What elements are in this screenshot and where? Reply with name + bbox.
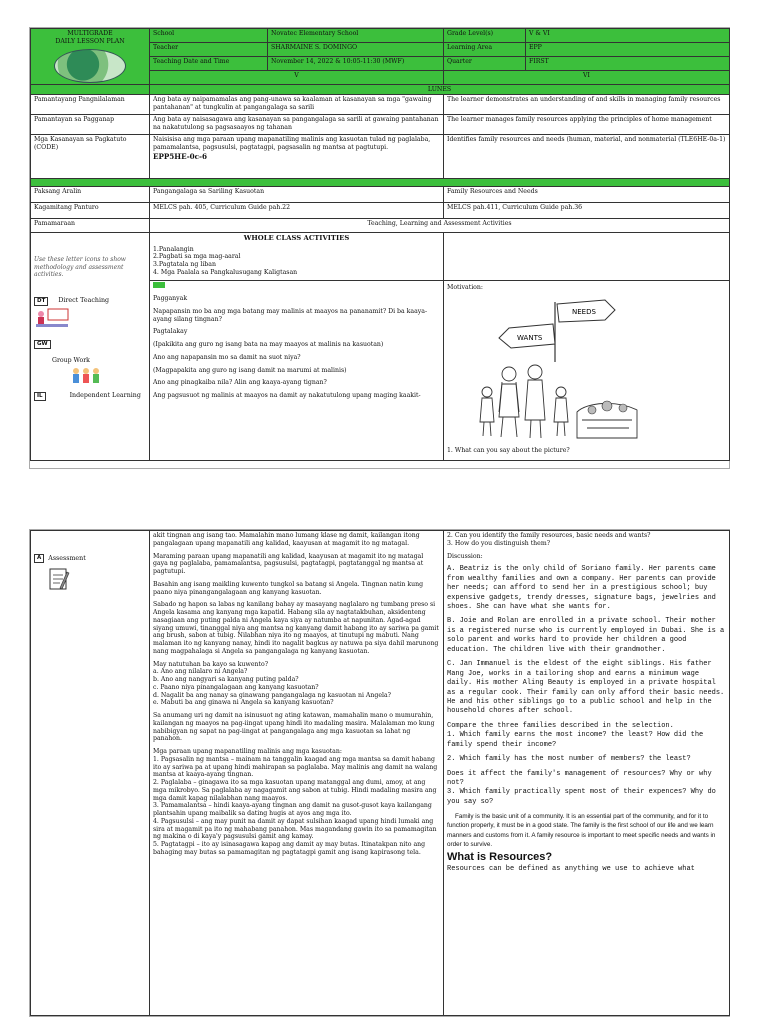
sign-needs: NEEDS	[572, 308, 596, 316]
dt-code: DT	[34, 297, 48, 306]
v-method-2: 2. Paglalaba – ginagawa ito sa mga kasuotan upang matanggal ang dumi, amoy, at ang mga mikrobyo. Sa paglalaba ay nagagamit ang sabon at tubig. Hindi madaling masira ang mga damit kapag nilalabhan nang maayos.	[153, 779, 437, 802]
pagtalakay-label: Pagtalakay	[153, 328, 188, 336]
sign-wants: WANTS	[517, 334, 543, 342]
lesson-plan-table-2	[30, 530, 730, 1016]
area-label: Learning Area	[444, 42, 526, 56]
v-question-e: e. Mabuti ba ang ginawa ni Angela sa kanyang kasuotan?	[153, 699, 334, 707]
direct-teaching-illustration	[34, 306, 70, 328]
il-code: IL	[34, 392, 46, 401]
dlp-title-line2: DAILY LESSON PLAN	[55, 37, 125, 45]
grade-value: V & VI	[526, 29, 730, 43]
day-header: LUNES	[150, 84, 730, 95]
assessment-paper-icon	[48, 567, 70, 593]
vi-compare-q2: 2. Which family has the most number of members? the least?	[447, 755, 691, 764]
pamantayang-label: Pamantayang Pangnilalaman	[31, 95, 150, 115]
vi-question-2: 2. Can you identify the family resources, basic needs and wants?	[447, 532, 651, 539]
v-method-5: 5. Pagtatagpi – ito ay isinasagawa kapag ang damit ay may butas. Itinatakpan nito ang bahaging may butas sa pamamagitan ng pagtatagpi gamit ang isang kapirasong tela.	[153, 841, 426, 856]
v-method-3: 3. Pamamalantsa – hindi kaaya-ayang tingnan ang damit na gusot-gusot kaya kailangang plantsahin upang maibalik sa dating hugis at ayos ang mga ito.	[153, 802, 432, 817]
paksa-vi: Family Resources and Needs	[444, 187, 730, 203]
v-paragraph-2: Maraming paraan upang mapanatili ang kalidad, kaayusan at magamit ito ng matagal gaya ng paglalaba, pamamalantsa, pagsusulsi, pagtatagpi, pagtatanggal ng mantsa at pagtutupi.	[153, 552, 424, 575]
day-spacer	[31, 84, 150, 95]
vi-family-c: C. Jan Immanuel is the eldest of the eight siblings. His father Mang Joe, works in a tailoring shop and earns a minimum wage daily. His mother Aling Beauty is employed in a private hospital as a regular cook. Their family can only afford their basic needs. He and his other siblings go to a public school and help in the household chores after school.	[447, 660, 725, 716]
whole-class-vi-cell	[444, 233, 730, 281]
pagtalakay-statement: Ang pagsusuot ng malinis at maayos na damit ay nakatutulong upang maging kaakit-	[153, 392, 421, 399]
strategy-direct-teaching	[34, 297, 146, 306]
il-label: Independent Learning	[69, 392, 141, 400]
pamantayang-vi: The learner demonstrates an understanding of and skills in managing family resources	[444, 95, 730, 115]
v-paragraph-1: akit tingnan ang isang tao. Mamalahin mano lumang klase ng damit, kailangan itong pangalagaan upang mapanatili ang kalidad, kaayusan at magamit ito ng matagal.	[153, 532, 420, 547]
lesson-plan-page-2	[30, 530, 729, 1016]
time-label: Teaching Date and Time	[150, 56, 268, 70]
dlp-title-line1: MULTIGRADE	[67, 30, 113, 37]
v-question-c: c. Paano niya pinangalagaan ang kanyang kasuotan?	[153, 683, 319, 691]
vi-question-3: 3. How do you distinguish them?	[447, 539, 551, 547]
pagtalakay-question-2: Ano ang pinagkaiba nila? Alin ang kaaya-ayang tignan?	[153, 379, 327, 387]
v-method-4: 4. Pagsusulsi – ang may punit na damit ay dapat sulsihan kaagad upang hindi lumaki ang sira at magamit pa ito ng mahabang panahon. Mas magandang gawin ito sa pamamagitan ng makina o di kaya'y pagsusulsi gamit ang kamay.	[153, 817, 437, 841]
needs-wants-illustration	[447, 292, 647, 442]
dt-label: Direct Teaching	[58, 297, 110, 305]
vi-discussion-label: Discussion:	[447, 552, 483, 560]
pagganyak-label: Pagganyak	[153, 295, 188, 302]
a-label: Assessment	[48, 554, 86, 562]
group-work-illustration	[68, 365, 104, 387]
kasanayan-v: Naisisisa ang mga paraan upang mapanatiling malinis ang kasuotan tulad ng paglalaba, pamamalantsa, pagsusulsi, pagtatagpi, pagsasalin ng mantsa at pagtutupi.	[153, 136, 431, 151]
lesson-plan-page-1	[30, 28, 729, 468]
strategies-note: Use these letter icons to show methodology and assessment activities.	[34, 256, 126, 279]
v-paragraph-3: Basahin ang isang maikling kuwento tungkol sa batang si Angela. Tingnan natin kung paano niya pinangangalagaan ang kanyang kasuotan.	[153, 580, 424, 596]
v-paragraph-5: Sa anumang uri ng damit na isinusuot ng ating katawan, mamahalin mano o mumurahin, kailangan ng maayos na pag-iingat upang hindi ito madaling masira. Malalaman mo kung nabibigyan ng sapat na pag-iingat at pangangalaga ang mga kasuotan sa lahat ng panahon.	[153, 712, 435, 743]
school-logo	[54, 49, 126, 83]
v-question-d: d. Nagalit ba ang nanay sa ginawang pangangalaga ng kasuotan ni Angela?	[153, 691, 391, 699]
school-label: School	[150, 29, 268, 43]
motivation-question: 1. What can you say about the picture?	[447, 446, 570, 454]
vi-family-paragraph: Family is the basic unit of a community. It is an essential part of the community, and for it to function properly, it must be in a good state. The family is the first school of our life and we learn manners and customs from it. A family resource is important to meet specific needs and wants in order to survive.	[447, 813, 716, 848]
time-value: November 14, 2022 & 10:05-11:30 (MWF)	[268, 56, 444, 70]
paksa-v: Pangangalaga sa Sariling Kasuotan	[150, 187, 444, 203]
motivation-label: Motivation:	[447, 284, 483, 292]
quarter-label: Quarter	[444, 56, 526, 70]
gw-label: Group Work	[52, 357, 90, 365]
column-v-header: V	[150, 70, 444, 84]
quarter-value: FIRST	[526, 56, 730, 70]
v-question-a: a. Ano ang nilalaro ni Angela?	[153, 668, 248, 676]
whole-class-title: WHOLE CLASS ACTIVITIES	[243, 234, 350, 243]
green-divider	[31, 179, 730, 187]
whole-class-item: 3.Pagtatala ng liban	[153, 261, 216, 269]
paksa-label: Paksang Aralin	[31, 187, 150, 203]
pagtalakay-instruction-2: (Magpapakita ang guro ng isang damit na marumi at malinis)	[153, 366, 347, 374]
vi-compare-q3: Does it affect the family's management of resources? Why or why not?	[447, 769, 712, 787]
whole-class-cell	[150, 233, 444, 281]
vi-family-a: A. Beatriz is the only child of Soriano family. Her parents came from wealthy families and own a company. Her parents can provide her needs; can afford to send her in a prestigious school; buy expensive gadgets, trendy dresses, signature bags, jewelries and shoes. She can have what she wants for.	[447, 565, 716, 611]
whole-class-item: 2.Pagbati sa mga mag-aaral	[153, 253, 241, 261]
kasanayan-label: Mga Kasanayan sa Pagkatuto (CODE)	[31, 135, 150, 179]
kasanayan-v-cell	[150, 135, 444, 179]
kagamitan-label: Kagamitang Panturo	[31, 203, 150, 219]
kasanayan-v-code: EPP5HE-0c-6	[153, 151, 208, 161]
grade-label: Grade Level(s)	[444, 29, 526, 43]
kagamitan-v: MELCS pah. 405, Curriculum Guide pah.22	[150, 203, 444, 219]
grade-v-activity-cell	[150, 281, 444, 461]
dlp-title-cell	[31, 29, 150, 85]
vi-compare-q1: 1. Which family earns the most income? the least? How did the family spend their income?	[447, 731, 704, 749]
pagganyak-question: Napapansin mo ba ang mga batang may malinis at maayos na pananamit? Di ba kaaya-ayang silang tingnan?	[153, 307, 428, 323]
pagganap-label: Pamantayan sa Pagganap	[31, 115, 150, 135]
v-methods-intro: Mga paraan upang mapanatiling malinis ang mga kasuotan:	[153, 748, 342, 755]
strategy-group-work	[34, 340, 146, 349]
grade-v-lesson-cell	[150, 531, 444, 1016]
assessment-strategy-cell	[31, 531, 150, 1016]
v-question-intro: May natutuhan ba kayo sa kuwento?	[153, 660, 269, 668]
grade-vi-lesson-cell	[444, 531, 730, 1016]
pagtalakay-instruction: (Ipakikita ang guro ng isang bata na may maayos at malinis na kasuotan)	[153, 341, 384, 348]
pagganap-vi: The learner manages family resources applying the principles of home management	[444, 115, 730, 135]
whole-class-item: 1.Panalangin	[153, 245, 194, 253]
lesson-plan-table-1	[30, 28, 730, 461]
column-vi-header: VI	[444, 70, 730, 84]
kagamitan-vi: MELCS pah.411, Curriculum Guide pah.36	[444, 203, 730, 219]
pamamaraan-label: Pamamaraan	[31, 219, 150, 233]
strategy-assessment	[34, 554, 146, 563]
vi-resources-definition: Resources can be defined as anything we use to achieve what	[447, 864, 695, 873]
teacher-value: SHARMAINE S. DOMINGO	[268, 42, 444, 56]
pagganap-v: Ang bata ay naisasagawa ang kasanayan sa pangangalaga sa sarili at gawaing pantahanan na nakatutulong sa pagsasaayos ng tahanan	[150, 115, 444, 135]
kasanayan-vi: Identifies family resources and needs (human, material, and nonmaterial (TLE6HE-0a-1)	[444, 135, 730, 179]
vi-resources-heading: What is Resources?	[447, 850, 553, 863]
area-value: EPP	[526, 42, 730, 56]
v-method-1: 1. Pagsasalin ng mantsa – mainam na tanggalin kaagad ang mga mantsa sa damit habang ito ay sariwa pa at upang hindi mahirapan sa paglalaba. May malinis ang damit na walang mantsa at kaaya-ayang tingnan.	[153, 755, 438, 779]
pagtalakay-question-1: Ano ang napapansin mo sa damit na suot niya?	[153, 353, 301, 361]
dt-green-tag	[153, 282, 165, 288]
vi-compare-intro: Compare the three families described in the selection.	[447, 721, 674, 730]
grade-vi-activity-cell	[444, 281, 730, 461]
vi-family-b: B. Joie and Rolan are enrolled in a private school. Their mother is a registered nurse who is currently employed in Dubai. She is a solo parent and works hard to provide her children a good education. The children live with their grandmother.	[447, 617, 725, 654]
vi-compare-q4: 3. Which family practically spent most of their expences? Why do you say so?	[447, 788, 716, 806]
pamamaraan-value: Teaching, Learning and Assessment Activities	[150, 219, 730, 233]
strategy-independent-learning	[34, 392, 146, 401]
pamantayang-v: Ang bata ay naipamamalas ang pang-unawa sa kaalaman at kasanayan sa mga "gawaing pantahanan" at tungkulin at pangangalaga sa sarili	[150, 95, 444, 115]
v-story: Sabado ng hapon sa labas ng kanilang bahay ay masayang naglalaro ng tumbang preso si Angela kasama ang kanyang mga kapatid. Habang sila ay nagtatakbuhan, aksidenteng nasagiaan ang puting palda ni Angela kaya siya ay natumba at napunitan. Agad-agad siyang umuwi, tinanggal niya ang mantsa ng kanyang damit habang ito ay sariwa pa gamit ang brush, sabon at tubig. Nilabhan niya ito ng maayos, at tinutupi ng mabuti. Nang malaman ito ng kanyang nanay, hindi ito nagalit bagkus ay natuwa pa siya dahil marunong nang magpahalaga si Angela sa pangangalaga ng kanyang kasuotan.	[153, 601, 439, 655]
strategies-cell	[31, 233, 150, 461]
school-value: Novatec Elementary School	[268, 29, 444, 43]
whole-class-item: 4. Mga Paalala sa Pangkalusugang Kaligtasan	[153, 268, 298, 276]
gw-code: GW	[34, 340, 51, 349]
teacher-label: Teacher	[150, 42, 268, 56]
v-question-b: b. Ano ang nangyari sa kanyang puting palda?	[153, 676, 299, 683]
a-code: A	[34, 554, 44, 563]
